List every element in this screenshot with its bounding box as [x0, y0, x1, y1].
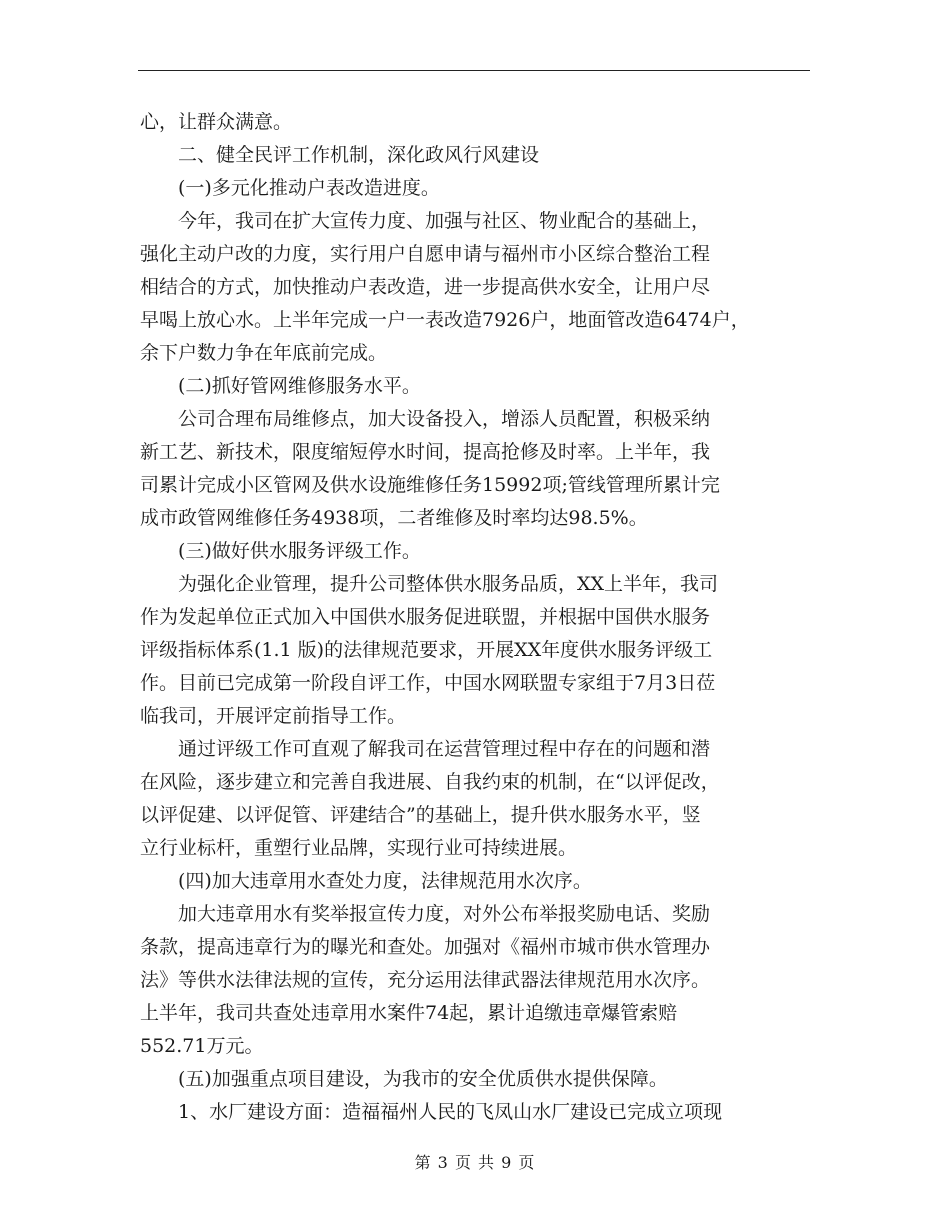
text-line: (三)做好供水服务评级工作。: [178, 540, 421, 562]
text-line: 加大违章用水有奖举报宣传力度，对外公布举报奖励电话、奖励: [178, 903, 711, 925]
text-line: (五)加强重点项目建设，为我市的安全优质供水提供保障。: [178, 1068, 668, 1090]
page-footer: 第 3 页 共 9 页: [414, 1153, 536, 1172]
text-line: 早喝上放心水。上半年完成一户一表改造7926户，地面管改造6474户，: [140, 309, 750, 331]
text-line: 为强化企业管理，提升公司整体供水服务品质，XX上半年，我司: [178, 573, 719, 595]
text-line: 临我司，开展评定前指导工作。: [140, 705, 407, 727]
header-rule: [138, 70, 810, 71]
text-line: 心，让群众满意。: [140, 111, 293, 133]
text-line: 作为发起单位正式加入中国供水服务促进联盟，并根据中国供水服务: [140, 606, 711, 628]
text-line: 新工艺、新技术，限度缩短停水时间，提高抢修及时率。上半年，我: [140, 441, 711, 463]
text-line: (一)多元化推动户表改造进度。: [178, 177, 440, 199]
text-line: (二)抓好管网维修服务水平。: [178, 375, 421, 397]
document-body: [140, 106, 812, 1129]
text-line: 上半年，我司共查处违章用水案件74起，累计追缴违章爆管索赔: [140, 1002, 678, 1024]
text-line: (四)加大违章用水查处力度，法律规范用水次序。: [178, 870, 592, 892]
text-line: 立行业标杆，重塑行业品牌，实现行业可持续进展。: [140, 837, 578, 859]
text-line: 在风险，逐步建立和完善自我进展、自我约束的机制，在“以评促改，: [140, 771, 720, 793]
text-line: 条款，提高违章行为的曝光和查处。加强对《福州市城市供水管理办: [140, 936, 711, 958]
text-line: 司累计完成小区管网及供水设施维修任务15992项;管线管理所累计完: [140, 474, 720, 496]
text-line: 二、健全民评工作机制，深化政风行风建设: [178, 144, 540, 166]
text-line: 余下户数力争在年底前完成。: [140, 342, 388, 364]
text-line: 552.71万元。: [140, 1035, 264, 1057]
text-line: 成市政管网维修任务4938项，二者维修及时率均达98.5%。: [140, 507, 648, 529]
text-line: 相结合的方式，加快推动户表改造，进一步提高供水安全，让用户尽: [140, 276, 711, 298]
text-line: 评级指标体系(1.1 版)的法律规范要求，开展XX年度供水服务评级工: [140, 639, 713, 661]
text-line: 公司合理布局维修点，加大设备投入，增添人员配置，积极采纳: [178, 408, 711, 430]
text-line: 作。目前已完成第一阶段自评工作，中国水网联盟专家组于7月3日莅: [140, 672, 716, 694]
text-line: 强化主动户改的力度，实行用户自愿申请与福州市小区综合整治工程: [140, 243, 711, 265]
text-line: 法》等供水法律法规的宣传，充分运用法律武器法律规范用水次序。: [140, 969, 711, 991]
text-line: 通过评级工作可直观了解我司在运营管理过程中存在的问题和潜: [178, 738, 711, 760]
text-line: 1、水厂建设方面：造福福州人民的飞凤山水厂建设已完成立项现: [178, 1101, 723, 1123]
text-line: 以评促建、以评促管、评建结合”的基础上，提升供水服务水平，竖: [140, 804, 701, 826]
text-line: 今年，我司在扩大宣传力度、加强与社区、物业配合的基础上，: [178, 210, 711, 232]
